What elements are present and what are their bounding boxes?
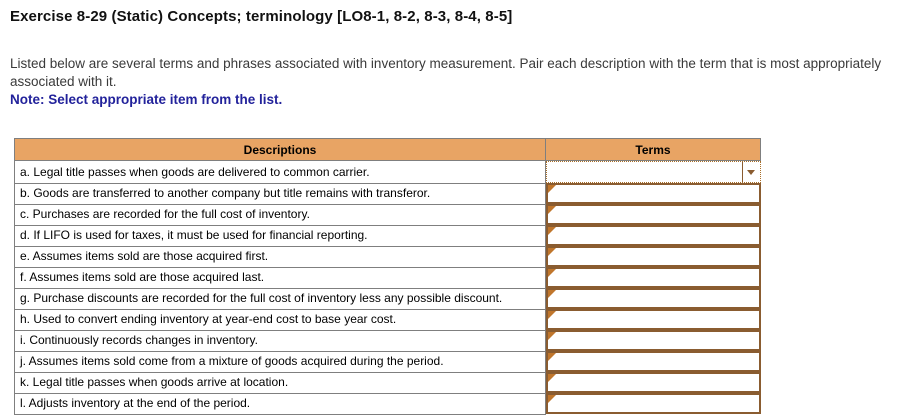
term-dropdown-value bbox=[547, 162, 742, 182]
descriptions-column-header: Descriptions bbox=[15, 139, 546, 161]
term-value bbox=[548, 332, 759, 334]
chevron-down-icon[interactable] bbox=[742, 162, 760, 182]
term-select-box[interactable] bbox=[546, 309, 761, 330]
table-row bbox=[15, 225, 761, 246]
table-row bbox=[15, 372, 761, 393]
term-cell bbox=[546, 204, 761, 225]
matching-table bbox=[14, 138, 761, 415]
table-row bbox=[15, 330, 761, 351]
term-value bbox=[548, 395, 759, 397]
corner-marker-icon bbox=[548, 206, 556, 214]
table-row bbox=[15, 267, 761, 288]
corner-marker-icon bbox=[548, 353, 556, 361]
term-cell bbox=[546, 372, 761, 393]
term-cell bbox=[546, 309, 761, 330]
terms-column-header: Terms bbox=[546, 139, 761, 161]
term-value bbox=[548, 227, 759, 229]
term-select-box[interactable] bbox=[546, 246, 761, 267]
term-select-box[interactable] bbox=[546, 372, 761, 393]
table-row bbox=[15, 246, 761, 267]
term-value bbox=[548, 206, 759, 208]
term-select-box[interactable] bbox=[546, 267, 761, 288]
term-select-box[interactable] bbox=[546, 393, 761, 414]
corner-marker-icon bbox=[548, 185, 556, 193]
table-row bbox=[15, 351, 761, 372]
table-row bbox=[15, 309, 761, 330]
corner-marker-icon bbox=[548, 269, 556, 277]
description-cell: k. Legal title passes when goods arrive at location. bbox=[15, 372, 546, 393]
table-row bbox=[15, 288, 761, 309]
term-value bbox=[548, 269, 759, 271]
table-row bbox=[15, 393, 761, 414]
description-cell: b. Goods are transferred to another company but title remains with transferor. bbox=[15, 183, 546, 204]
table-row bbox=[15, 161, 761, 184]
page-title: Exercise 8-29 (Static) Concepts; terminology [LO8-1, 8-2, 8-3, 8-4, 8-5] bbox=[10, 8, 513, 25]
note-text: Note: Select appropriate item from the list. bbox=[10, 91, 283, 107]
term-select-box[interactable] bbox=[546, 330, 761, 351]
term-cell bbox=[546, 183, 761, 204]
corner-marker-icon bbox=[548, 248, 556, 256]
header-row bbox=[15, 139, 761, 161]
description-cell: l. Adjusts inventory at the end of the period. bbox=[15, 393, 546, 414]
description-cell: g. Purchase discounts are recorded for the full cost of inventory less any possible discount. bbox=[15, 288, 546, 309]
table-body bbox=[15, 161, 761, 415]
term-cell bbox=[546, 225, 761, 246]
table-row bbox=[15, 204, 761, 225]
description-cell: f. Assumes items sold are those acquired last. bbox=[15, 267, 546, 288]
term-cell bbox=[546, 161, 761, 184]
description-cell: a. Legal title passes when goods are delivered to common carrier. bbox=[15, 161, 546, 184]
term-value bbox=[548, 311, 759, 313]
corner-marker-icon bbox=[548, 332, 556, 340]
corner-marker-icon bbox=[548, 311, 556, 319]
term-cell bbox=[546, 351, 761, 372]
term-value bbox=[548, 185, 759, 187]
description-cell: j. Assumes items sold come from a mixture of goods acquired during the period. bbox=[15, 351, 546, 372]
term-cell bbox=[546, 330, 761, 351]
term-value bbox=[548, 353, 759, 355]
description-cell: e. Assumes items sold are those acquired first. bbox=[15, 246, 546, 267]
term-dropdown[interactable] bbox=[546, 161, 761, 183]
term-value bbox=[548, 290, 759, 292]
corner-marker-icon bbox=[548, 395, 556, 403]
corner-marker-icon bbox=[548, 374, 556, 382]
term-select-box[interactable] bbox=[546, 288, 761, 309]
corner-marker-icon bbox=[548, 290, 556, 298]
term-select-box[interactable] bbox=[546, 204, 761, 225]
description-cell: c. Purchases are recorded for the full cost of inventory. bbox=[15, 204, 546, 225]
term-cell bbox=[546, 246, 761, 267]
term-value bbox=[548, 248, 759, 250]
table-row bbox=[15, 183, 761, 204]
description-cell: h. Used to convert ending inventory at year-end cost to base year cost. bbox=[15, 309, 546, 330]
term-cell bbox=[546, 267, 761, 288]
corner-marker-icon bbox=[548, 227, 556, 235]
term-select-box[interactable] bbox=[546, 351, 761, 372]
term-select-box[interactable] bbox=[546, 183, 761, 204]
term-cell bbox=[546, 288, 761, 309]
description-cell: d. If LIFO is used for taxes, it must be used for financial reporting. bbox=[15, 225, 546, 246]
term-cell bbox=[546, 393, 761, 414]
instructions-text: Listed below are several terms and phrases associated with inventory measurement. Pair each description with the term that is most appropriately associated with it. bbox=[10, 56, 882, 89]
term-value bbox=[548, 374, 759, 376]
description-cell: i. Continuously records changes in inventory. bbox=[15, 330, 546, 351]
table-header bbox=[15, 139, 761, 161]
term-select-box[interactable] bbox=[546, 225, 761, 246]
